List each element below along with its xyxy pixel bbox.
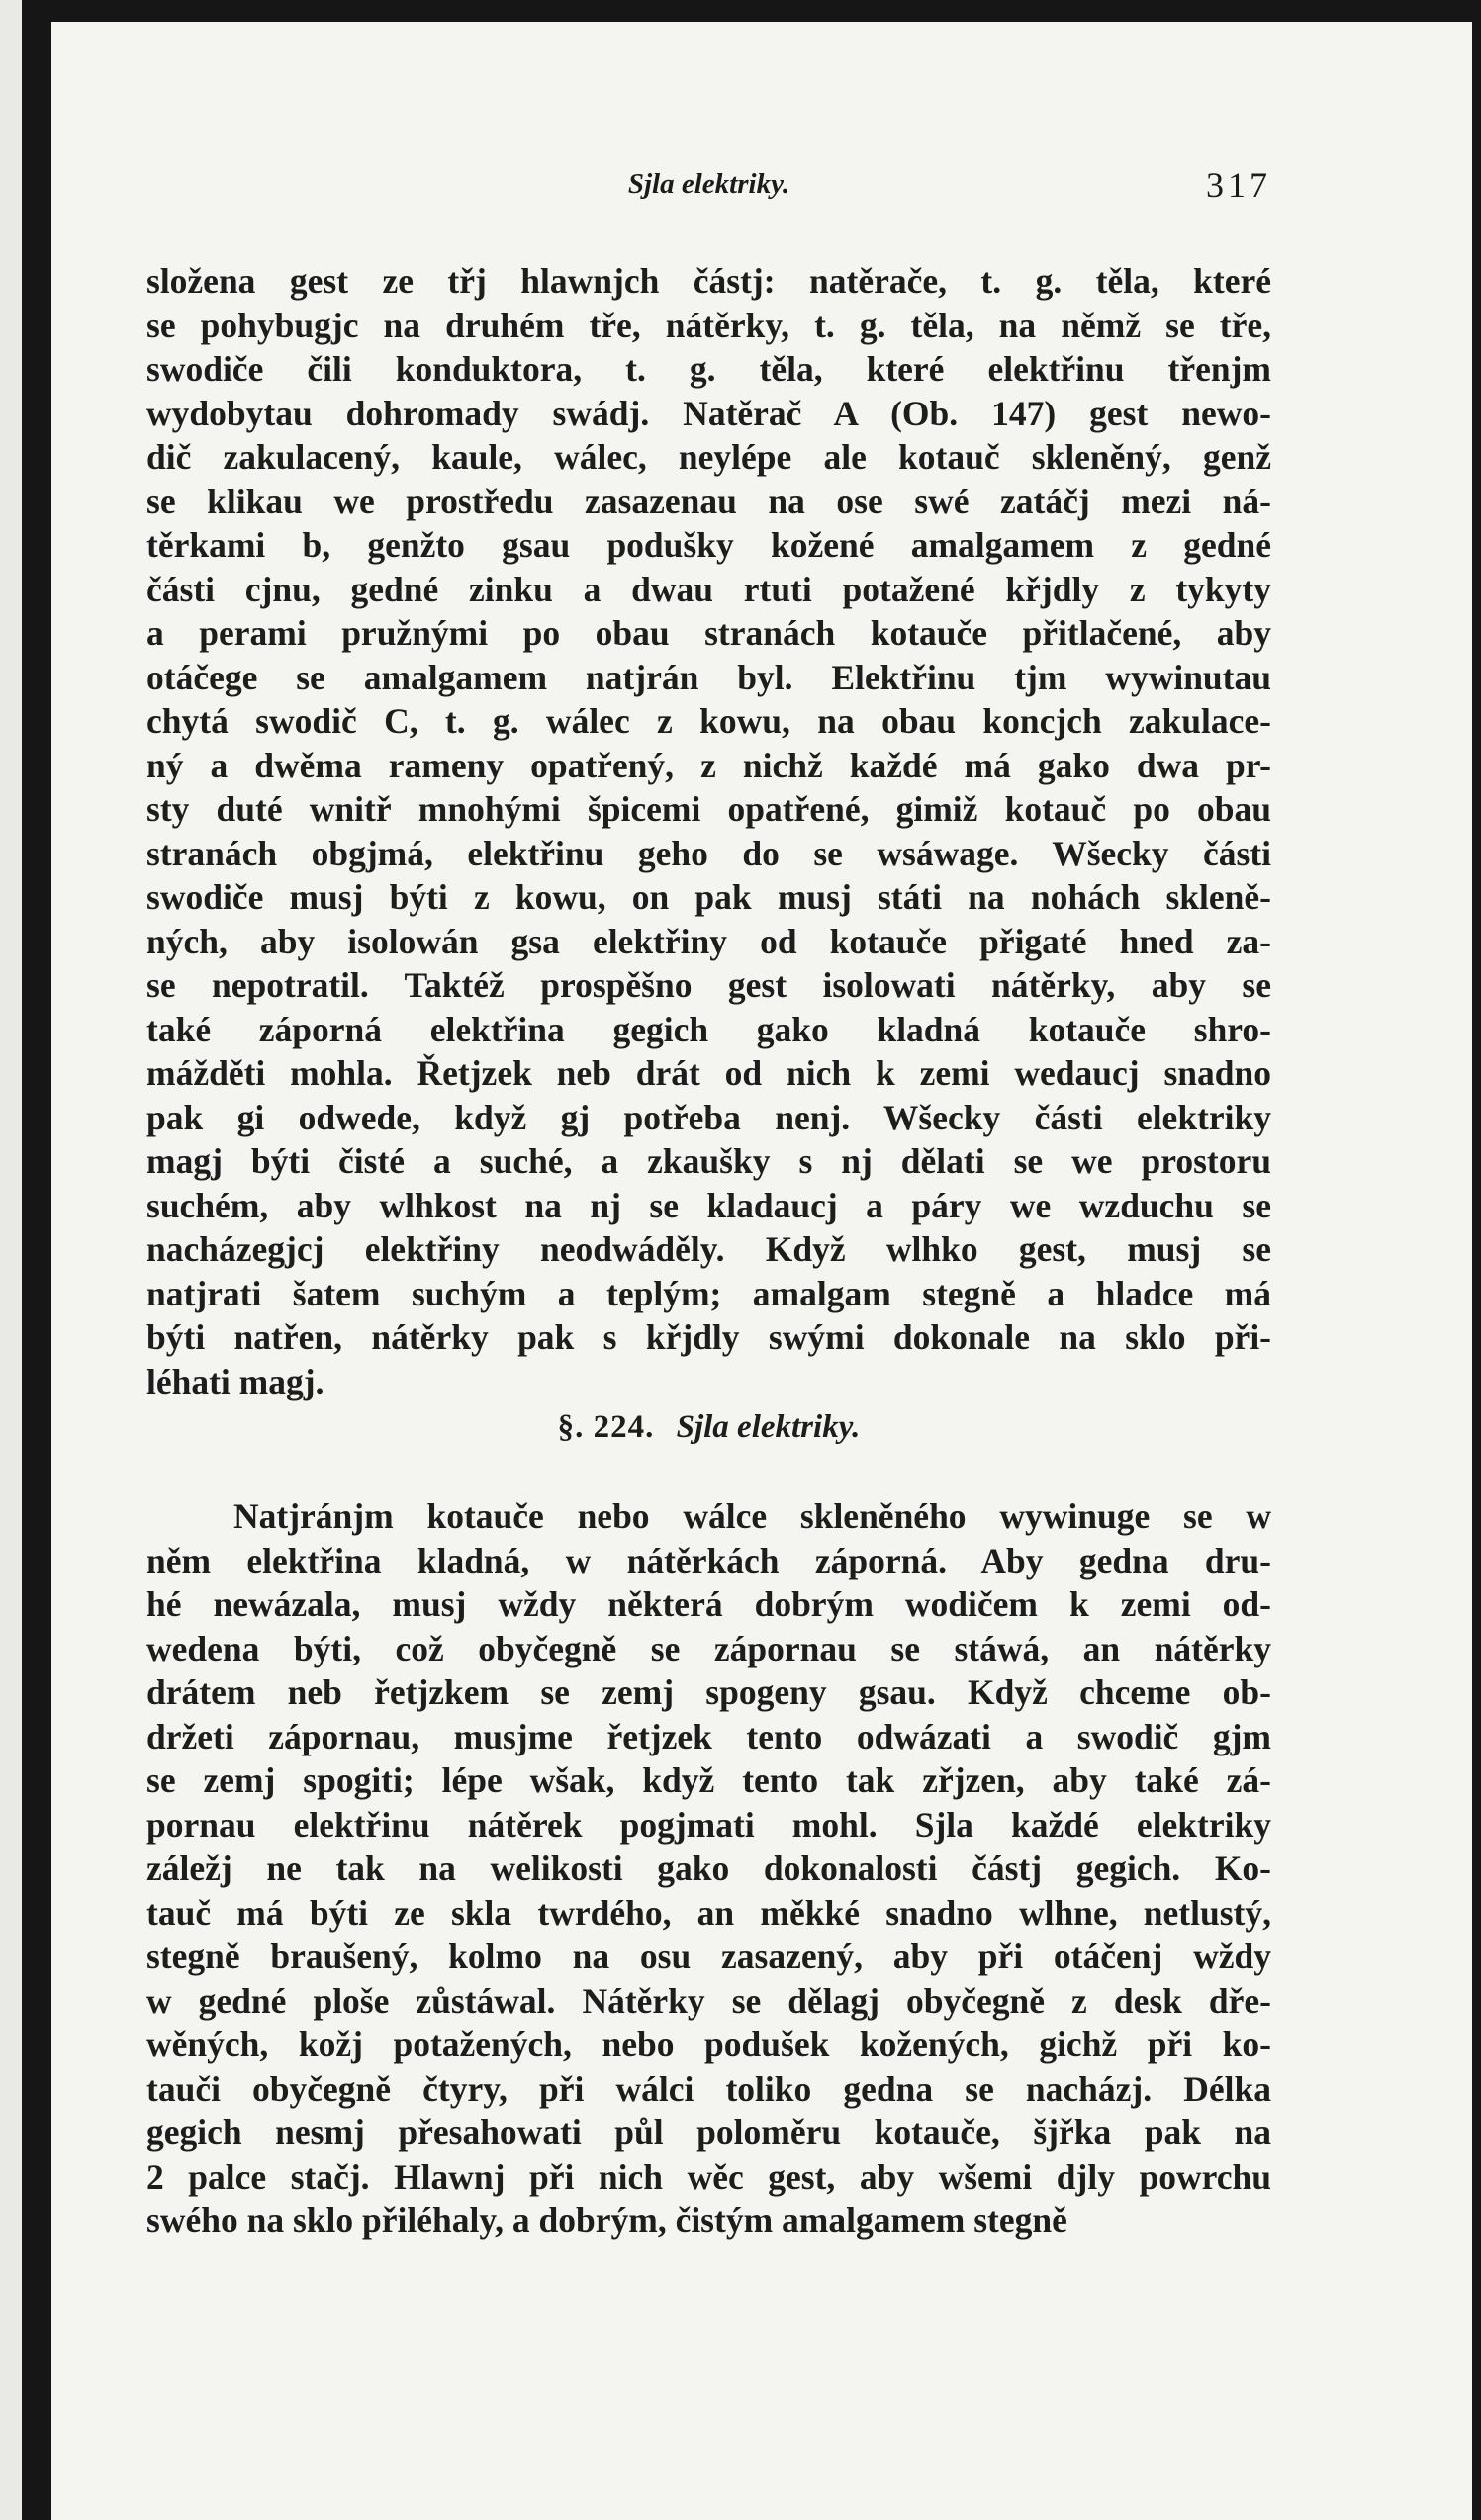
text-line: tauč má býti ze skla twrdého, an měkké snadno wlhne, netlustý, xyxy=(146,1892,1271,1933)
text-line: magj býti čisté a suché, a zkaušky s nj dělati se we prostoru xyxy=(146,1141,1271,1181)
text-line: se pohybugjc na druhém tře, nátěrky, t. g. těla, na němž se tře, xyxy=(146,305,1271,345)
text-line: držeti zápornau, musjme řetjzek tento odwázati a swodič gjm xyxy=(146,1716,1271,1756)
section-number: §. 224. xyxy=(557,1409,655,1445)
text-line: záležj ne tak na welikosti gako dokonalosti částj gegich. Ko- xyxy=(146,1848,1271,1888)
text-line: ný a dwěma rameny opatřený, z nichž každé má gako dwa pr- xyxy=(146,745,1271,785)
text-line: části cjnu, gedné zinku a dwau rtuti potažené křjdly z tykyty xyxy=(146,569,1271,609)
text-line: Natjránjm kotauče nebo wálce skleněného wywinuge se w xyxy=(233,1496,1271,1536)
paragraph-sila-elektriky xyxy=(146,1494,1271,2243)
text-line: chytá swodič C, t. g. wálec z kowu, na obau koncjch zakulace- xyxy=(146,701,1271,741)
text-line: swého na sklo přiléhaly, a dobrým, čistým amalgamem stegně xyxy=(146,2201,1067,2240)
text-line: léhati magj. xyxy=(146,1361,324,1401)
text-line: sty duté wnitř mnohými špicemi opatřené, gimiž kotauč po obau xyxy=(146,789,1271,829)
text-line: wěných, kožj potažených, nebo podušek kožených, gichž při ko- xyxy=(146,2025,1271,2064)
text-line: pak gi odwede, když gj potřeba nenj. Wšecky části elektriky xyxy=(146,1097,1271,1137)
facing-page-edge xyxy=(0,0,22,2520)
text-line: swodiče musj býti z kowu, on pak musj státi na nohách skleně- xyxy=(146,877,1271,917)
text-line: w gedné ploše zůstáwal. Nátěrky se dělagj obyčegně z desk dře- xyxy=(146,1980,1271,2021)
text-line: těrkami b, genžto gsau podušky kožené amalgamem z gedné xyxy=(146,525,1271,565)
text-line: také záporná elektřina gegich gako kladná kotauče shro- xyxy=(146,1009,1271,1049)
text-line: složena gest ze třj hlawnjch částj: natěrače, t. g. těla, které xyxy=(146,261,1271,301)
section-heading xyxy=(146,1409,1271,1446)
page-number: 317 xyxy=(1206,165,1271,205)
text-line: tauči obyčegně čtyry, při wálci toliko gedna se nacházj. Délka xyxy=(146,2068,1271,2109)
text-line: se klikau we prostředu zasazenau na ose swé zatáčj mezi ná- xyxy=(146,481,1271,521)
running-title: Sjla elektriky. xyxy=(627,168,790,200)
text-line: otáčege se amalgamem natjrán byl. Elektřinu tjm wywinutau xyxy=(146,657,1271,697)
text-line: stranách obgjmá, elektřinu geho do se wsáwage. Wšecky části xyxy=(146,833,1271,873)
text-line: hé newázala, musj wždy některá dobrým wodičem k zemi od- xyxy=(146,1584,1271,1624)
text-line: wydobytau dohromady swádj. Natěrač A (Ob. 147) gest newo- xyxy=(146,393,1271,433)
page-header xyxy=(146,165,1271,227)
text-line: se zemj spogiti; lépe wšak, když tento tak zřjzen, aby také zá- xyxy=(146,1760,1271,1800)
text-line: stegně braušený, kolmo na osu zasazený, aby při otáčenj wždy xyxy=(146,1936,1271,1976)
text-line: něm elektřina kladná, w nátěrkách záporná. Aby gedna dru- xyxy=(146,1540,1271,1580)
text-line: wedena býti, což obyčegně se zápornau se stáwá, an nátěrky xyxy=(146,1628,1271,1668)
text-line: mážděti mohla. Řetjzek neb drát od nich k zemi wedaucj snadno xyxy=(146,1053,1271,1093)
text-line: ných, aby isolowán gsa elektřiny od kotauče přigaté hned za- xyxy=(146,921,1271,961)
text-line: 2 palce stačj. Hlawnj při nich wěc gest, aby wšemi djly powrchu xyxy=(146,2156,1271,2197)
text-line: gegich nesmj přesahowati půl poloměru kotauče, šjřka pak na xyxy=(146,2113,1271,2152)
text-line: natjrati šatem suchým a teplým; amalgam stegně a hladce má xyxy=(146,1273,1271,1313)
text-line: nacházegjcj elektřiny neodwáděly. Když wlhko gest, musj se xyxy=(146,1229,1271,1269)
text-line: se nepotratil. Taktéž prospěšno gest isolowati nátěrky, aby se xyxy=(146,965,1271,1005)
text-line: býti natřen, nátěrky pak s křjdly swými dokonale na sklo při- xyxy=(146,1317,1271,1357)
text-line: suchém, aby wlhkost na nj se kladaucj a páry we wzduchu se xyxy=(146,1185,1271,1225)
text-line: drátem neb řetjzkem se zemj spogeny gsau. Když chceme ob- xyxy=(146,1672,1271,1712)
text-line: pornau elektřinu nátěrek pogjmati mohl. Sjla každé elektriky xyxy=(146,1804,1271,1845)
text-line: swodiče čili konduktora, t. g. těla, které elektřinu třenjm xyxy=(146,349,1271,389)
paragraph-continued xyxy=(146,259,1271,1403)
section-title: Sjla elektriky. xyxy=(676,1409,861,1445)
text-line: a perami pružnými po obau stranách kotauče přitlačené, aby xyxy=(146,613,1271,653)
text-line: dič zakulacený, kaule, wálec, neylépe ale kotauč skleněný, genž xyxy=(146,437,1271,477)
